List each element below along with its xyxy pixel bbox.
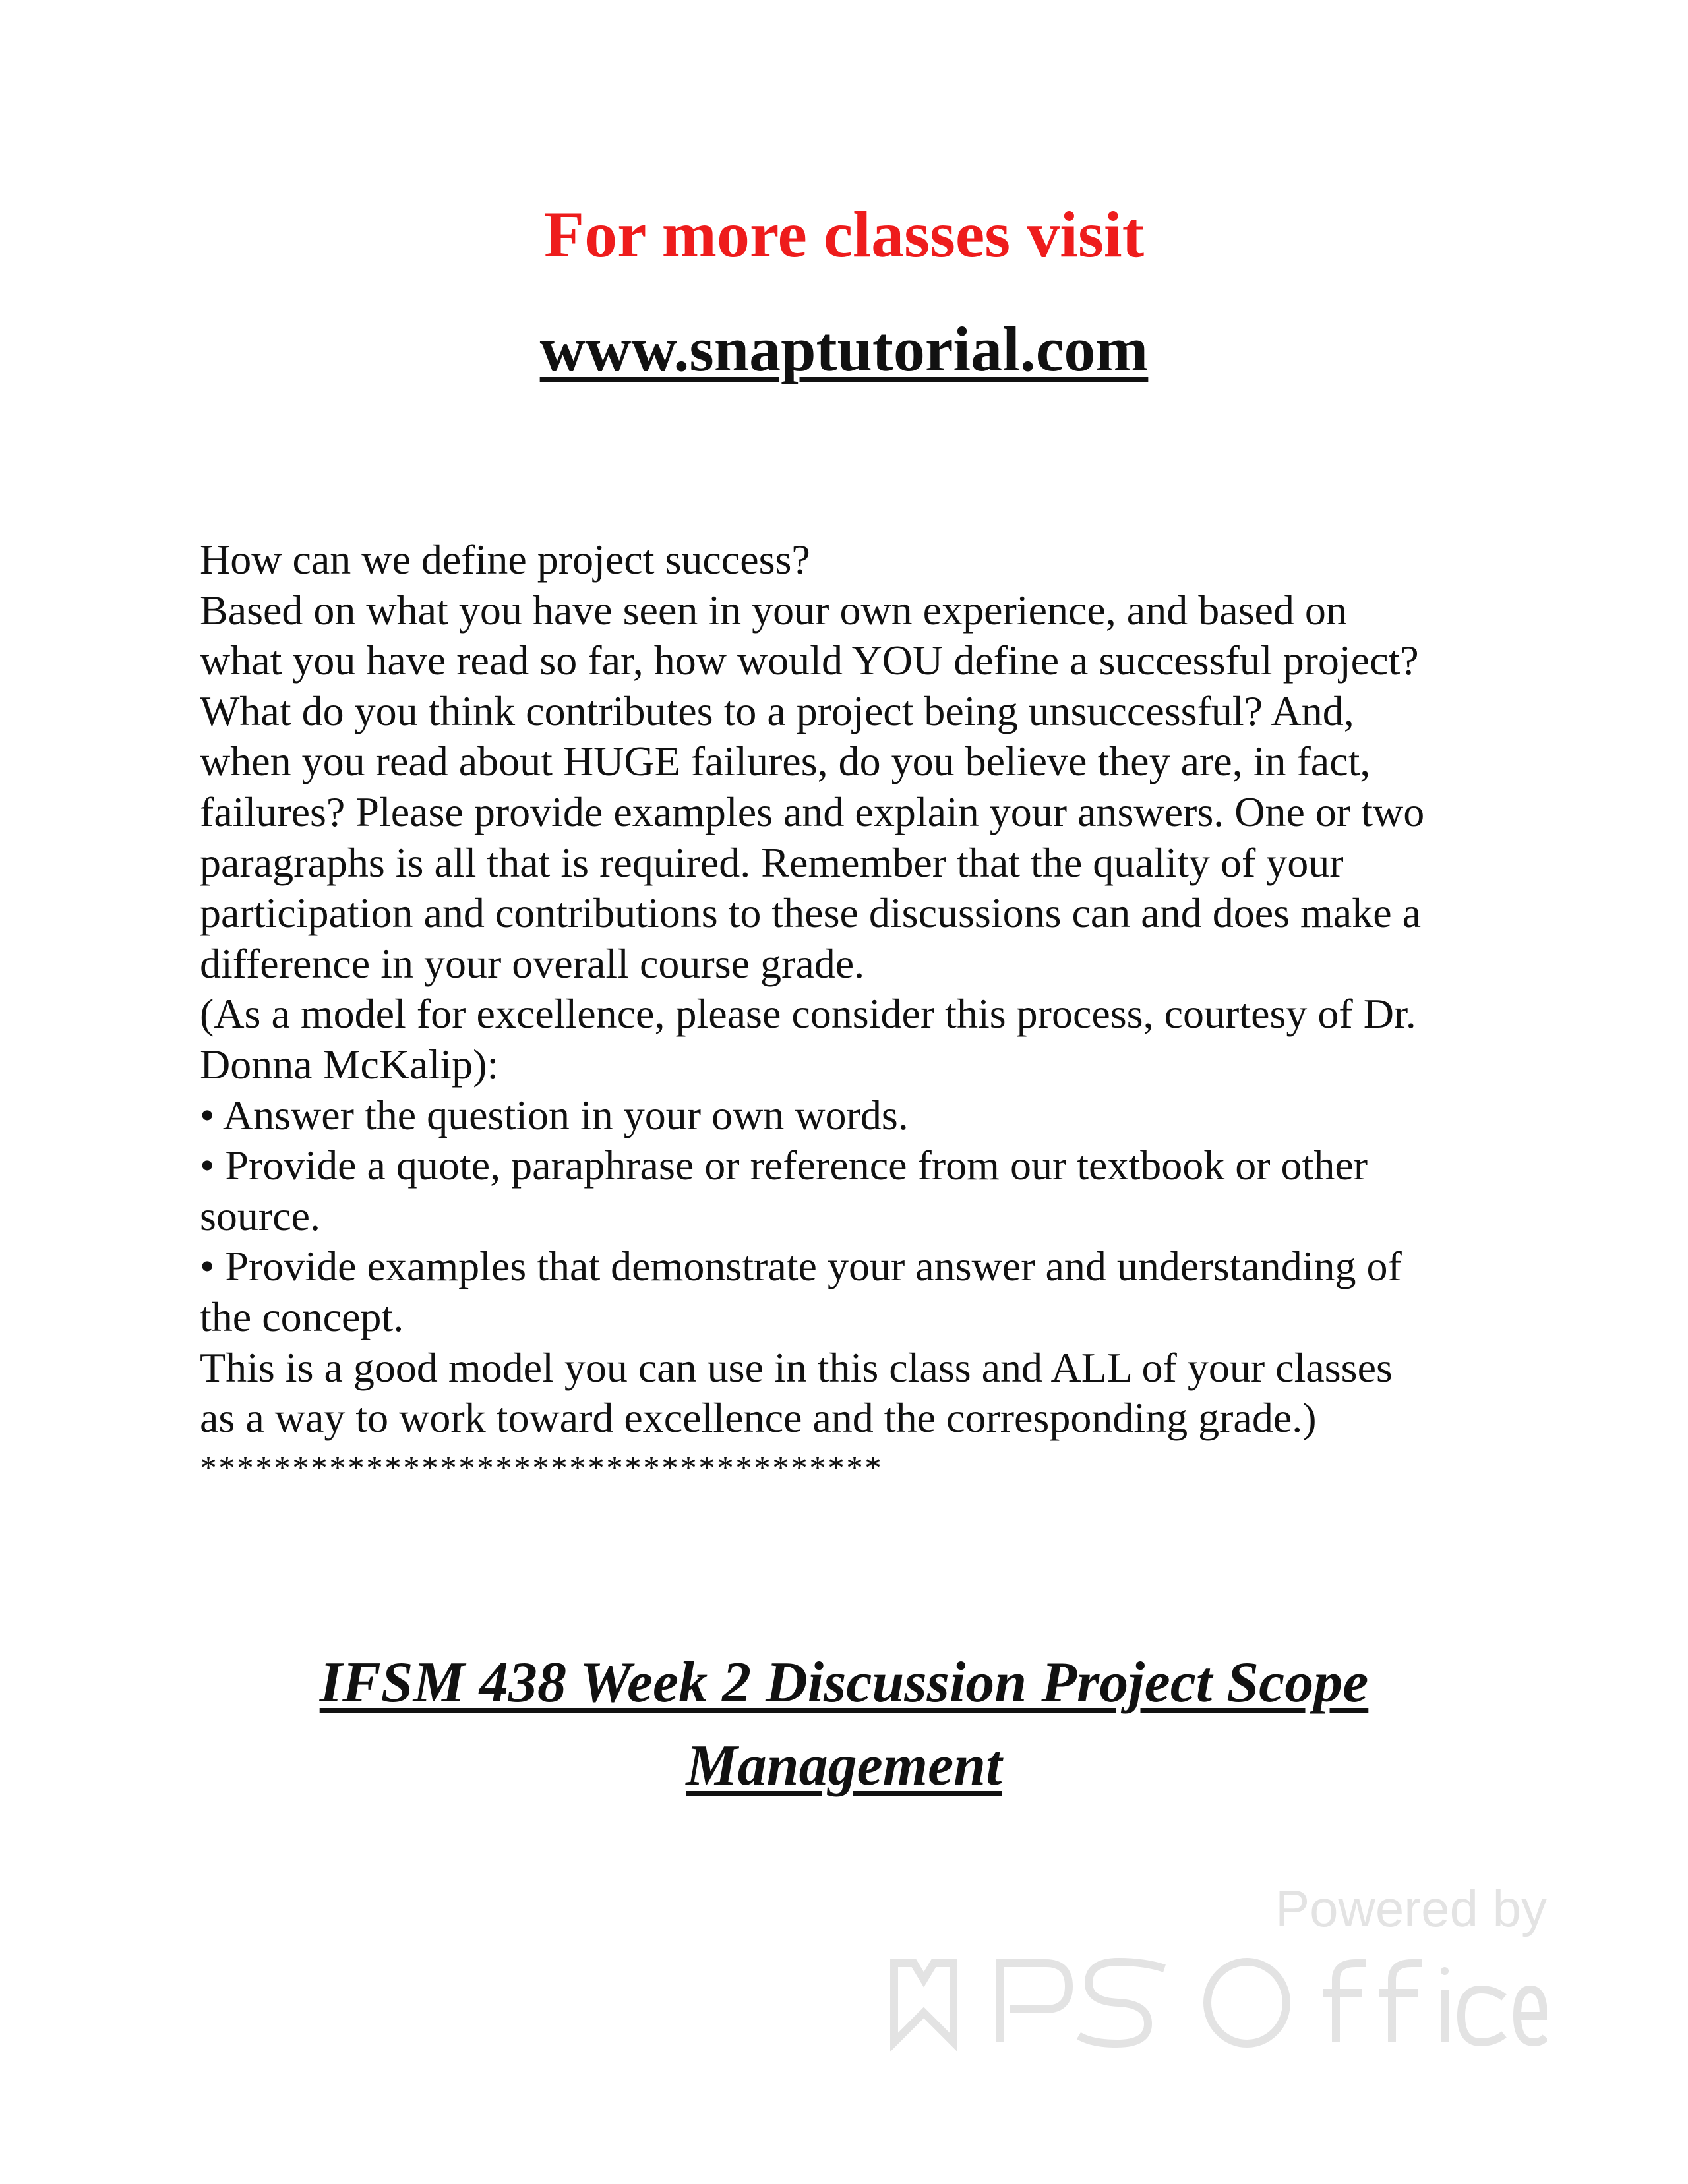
- promo-heading: For more classes visit: [543, 198, 1144, 271]
- course-title-text-1: IFSM 438 Week 2 Discussion Project Scope: [319, 1651, 1369, 1715]
- course-title-text-2: Management: [686, 1734, 1002, 1798]
- bullet-item: • Answer the question in your own words.: [200, 1091, 909, 1138]
- bullet-item: • Provide a quote, paraphrase or reference from our textbook or other: [200, 1142, 1368, 1189]
- asterisk-separator: *************************************: [200, 1449, 883, 1487]
- discussion-body: [200, 535, 1519, 1494]
- promo-url-link[interactable]: www.snaptutorial.com: [539, 314, 1149, 384]
- bullet-item-continuation: source.: [200, 1192, 321, 1239]
- wps-office-logo-icon: [888, 1950, 1547, 2055]
- bullet-item: • Provide examples that demonstrate your answer and understanding of: [200, 1243, 1402, 1290]
- body-line: failures? Please provide examples and explain your answers. One or two: [200, 788, 1425, 835]
- body-line: (As a model for excellence, please consider this process, courtesy of Dr.: [200, 990, 1416, 1038]
- body-line: what you have read so far, how would YOU define a successful project?: [200, 637, 1419, 684]
- watermark-powered-by: Powered by: [1275, 1879, 1547, 1937]
- body-line: participation and contributions to these discussions can and does make a: [200, 889, 1421, 937]
- body-line: Donna McKalip):: [200, 1040, 499, 1088]
- course-title-line-1: [0, 1641, 1688, 1725]
- bullet-item-continuation: the concept.: [200, 1293, 404, 1340]
- body-line: How can we define project success?: [200, 536, 810, 583]
- promo-url-line: [0, 310, 1688, 389]
- body-line: when you read about HUGE failures, do you believe they are, in fact,: [200, 738, 1371, 785]
- body-line: Based on what you have seen in your own experience, and based on: [200, 586, 1347, 634]
- course-title-line-2: [0, 1725, 1688, 1808]
- body-line: What do you think contributes to a project being unsuccessful? And,: [200, 687, 1354, 734]
- body-line: paragraphs is all that is required. Remember that the quality of your: [200, 839, 1344, 886]
- body-line: difference in your overall course grade.: [200, 939, 865, 987]
- body-line: This is a good model you can use in this class and ALL of your classes: [200, 1343, 1393, 1391]
- wps-watermark: [888, 1879, 1547, 2063]
- body-line: as a way to work toward excellence and the corresponding grade.): [200, 1394, 1317, 1442]
